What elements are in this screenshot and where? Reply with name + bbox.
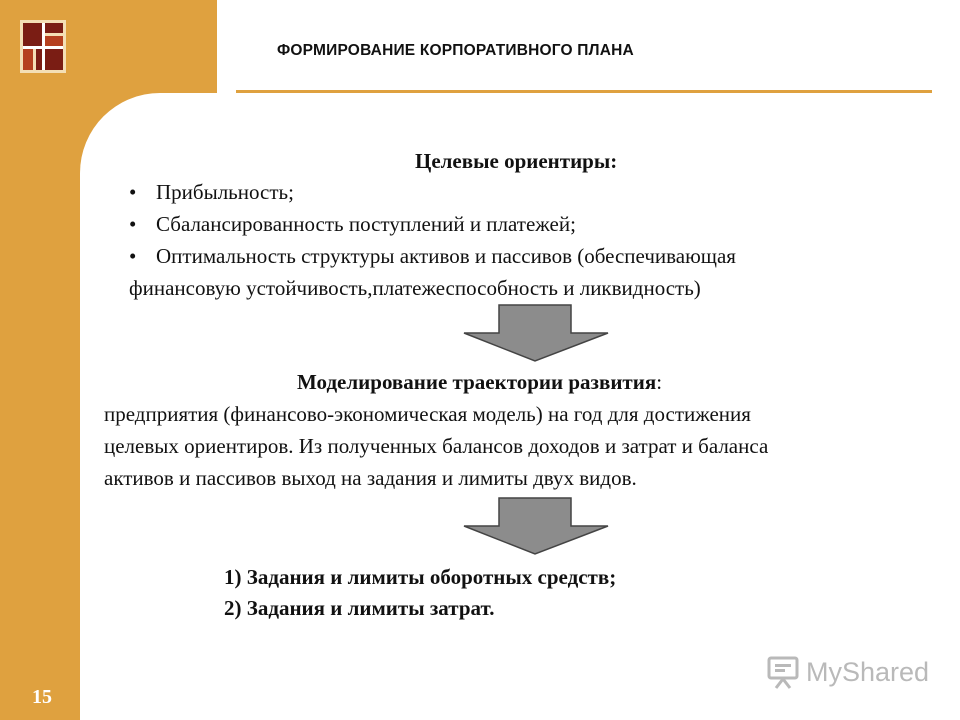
logo-icon	[20, 20, 66, 73]
bullet-text: Сбалансированность поступлений и платежей;	[156, 212, 576, 236]
result-item-2: 2) Задания и лимиты затрат.	[224, 596, 495, 620]
targets-heading: Целевые ориентиры:	[415, 149, 618, 173]
left-accent-band	[0, 0, 80, 720]
down-arrow-icon	[462, 304, 610, 362]
down-arrow-icon	[462, 497, 610, 555]
modeling-line-3: активов и пассивов выход на задания и лимиты двух видов.	[104, 466, 637, 490]
top-accent-band	[80, 0, 217, 93]
bullet-marker: •	[129, 244, 137, 268]
modeling-heading-colon: :	[656, 370, 663, 394]
modeling-heading	[297, 370, 662, 395]
bullet-marker: •	[129, 180, 137, 204]
targets-continuation: финансовую устойчивость,платежеспособность и ликвидность)	[129, 276, 701, 300]
modeling-heading-text: Моделирование траектории развития	[297, 370, 657, 394]
watermark	[766, 655, 929, 689]
targets-bullet-1	[129, 180, 294, 205]
bullet-text: Прибыльность;	[156, 180, 294, 204]
bullet-marker: •	[129, 212, 137, 236]
modeling-line-1: предприятия (финансово-экономическая модель) на год для достижения	[104, 402, 751, 426]
presentation-board-icon	[766, 655, 800, 689]
header-divider	[236, 90, 932, 93]
result-item-1: 1) Задания и лимиты оборотных средств;	[224, 565, 617, 589]
bullet-text: Оптимальность структуры активов и пассивов (обеспечивающая	[156, 244, 736, 268]
modeling-line-2: целевых ориентиров. Из полученных балансов доходов и затрат и баланса	[104, 434, 769, 458]
watermark-text: MyShared	[806, 656, 930, 687]
slide-title: ФОРМИРОВАНИЕ КОРПОРАТИВНОГО ПЛАНА	[277, 42, 634, 59]
targets-bullet-2	[129, 212, 576, 237]
page-number: 15	[32, 686, 52, 708]
targets-bullet-3	[129, 244, 736, 269]
